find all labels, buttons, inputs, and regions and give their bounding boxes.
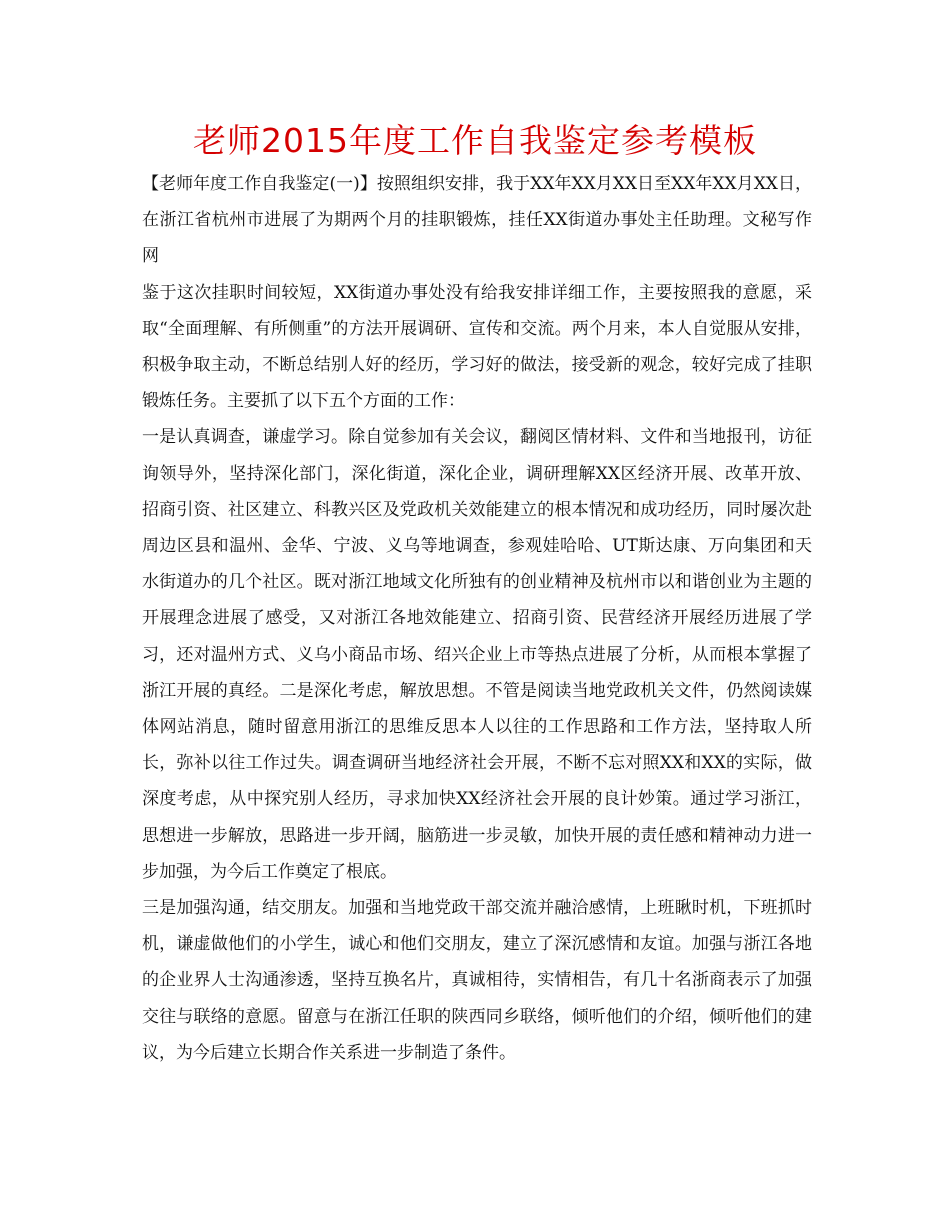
paragraph-research-thinking: 一是认真调查，谦虚学习。除自觉参加有关会议，翻阅区情材料、文件和当地报刊，访征询领导外，坚持深化部门，深化街道，深化企业，调研理解XX区经济开展、改革开放、招商引资、社区建立、科教兴区及党政机关效能建立的根本情况和成功经历，同时屡次赴周边区县和温州、金华、宁波、义乌等地调查，参观娃哈哈、UT斯达康、万向集团和天水街道办的几个社区。既对浙江地域文化所独有的创业精神及杭州市以和谐创业为主题的开展理念进展了感受，又对浙江各地效能建立、招商引资、民营经济开展经历进展了学习，还对温州方式、义乌小商品市场、绍兴企业上市等热点进展了分析，从而根本掌握了浙江开展的真经。二是深化考虑，解放思想。不管是阅读当地党政机关文件，仍然阅读媒体网站消息，随时留意用浙江的思维反思本人以往的工作思路和工作方法，坚持取人所长，弥补以往工作过失。调查调研当地经济社会开展，不断不忘对照XX和XX的实际，做深度考虑，从中探究别人经历，寻求加快XX经济社会开展的良计妙策。通过学习浙江，思想进一步解放，思路进一步开阔，脑筋进一步灵敏，加快开展的责任感和精神动力进一步加强，为今后工作奠定了根底。 <box>142 427 812 882</box>
document-title: 老师2015年度工作自我鉴定参考模板 <box>193 121 757 160</box>
paragraph-intro: 【老师年度工作自我鉴定(一)】按照组织安排，我于XX年XX月XX日至XX年XX月XX日，在浙江省杭州市进展了为期两个月的挂职锻炼，挂任XX街道办事处主任助理。文秘写作网 <box>142 174 812 267</box>
document-body <box>142 166 812 1071</box>
paragraph-overview: 鉴于这次挂职时间较短，XX街道办事处没有给我安排详细工作，主要按照我的意愿，采取“全面理解、有所侧重”的方法开展调研、宣传和交流。两个月来，本人自觉服从安排，积极争取主动，不断总结别人好的经历，学习好的做法，接受新的观念，较好完成了挂职锻炼任务。主要抓了以下五个方面的工作： <box>142 282 812 412</box>
paragraph-communication: 三是加强沟通，结交朋友。加强和当地党政干部交流并融洽感情，上班瞅时机，下班抓时机，谦虚做他们的小学生，诚心和他们交朋友，建立了深沉感情和友谊。加强与浙江各地的企业界人士沟通渗透，坚持互换名片，真诚相待，实情相告，有几十名浙商表示了加强交往与联络的意愿。留意与在浙江任职的陕西同乡联络，倾听他们的介绍，倾听他们的建议，为今后建立长期合作关系进一步制造了条件。 <box>142 898 812 1063</box>
